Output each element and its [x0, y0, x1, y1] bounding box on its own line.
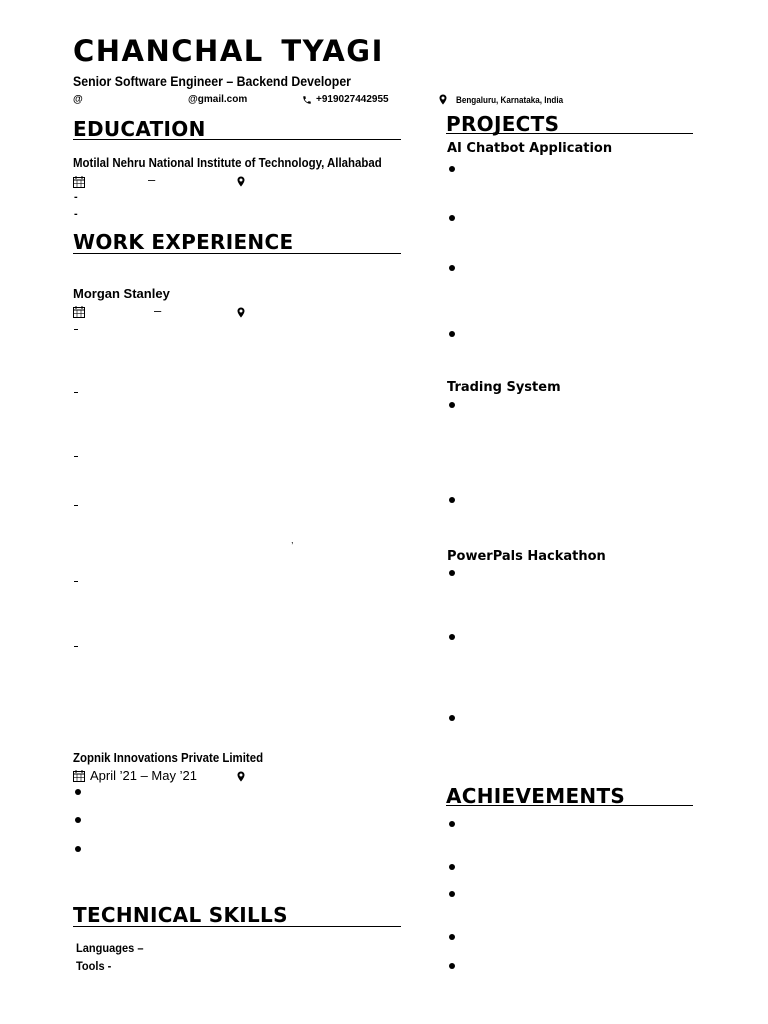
achievements-rule: [446, 805, 693, 806]
location-text: Bengaluru, Karnataka, India: [456, 95, 564, 105]
technical-skills-heading: TECHNICAL SKILLS: [73, 903, 288, 927]
job-bullet: [74, 581, 78, 582]
achievement-bullet: [449, 821, 455, 827]
work-experience-heading: WORK EXPERIENCE: [73, 230, 294, 254]
projects-rule: [446, 133, 693, 134]
stray-comma: ,: [291, 535, 294, 545]
project-bullet: [449, 715, 455, 721]
project-title: AI Chatbot Application: [447, 141, 613, 156]
achievements-heading: ACHIEVEMENTS: [446, 784, 626, 808]
project-title: Trading System: [447, 380, 561, 395]
project-bullet: [449, 402, 455, 408]
job-company: Zopnik Innovations Private Limited: [73, 750, 264, 765]
job-bullet: [74, 456, 78, 457]
job-bullet: [74, 505, 78, 506]
achievement-bullet: [449, 864, 455, 870]
skills-languages: Languages –: [76, 941, 144, 955]
project-bullet: [449, 166, 455, 172]
calendar-icon: [73, 306, 85, 318]
education-rule: [73, 139, 401, 140]
calendar-icon: [73, 176, 85, 188]
project-bullet: [449, 331, 455, 337]
project-bullet: [449, 497, 455, 503]
work-experience-rule: [73, 253, 401, 254]
project-bullet: [449, 265, 455, 271]
phone-number: +919027442955: [316, 94, 389, 105]
project-title: PowerPals Hackathon: [447, 549, 606, 564]
education-bullet: -: [74, 191, 78, 203]
map-pin-icon: [439, 94, 447, 105]
job-bullet: [74, 646, 78, 647]
achievement-bullet: [449, 963, 455, 969]
job-company: Morgan Stanley: [73, 286, 170, 301]
skills-tools: Tools -: [76, 959, 112, 973]
project-bullet: [449, 634, 455, 640]
phone-icon: [302, 95, 312, 105]
education-bullet: -: [74, 208, 78, 220]
candidate-title: Senior Software Engineer – Backend Developer: [73, 73, 351, 89]
job-bullet: [75, 817, 81, 823]
email-domain: @gmail.com: [188, 94, 248, 105]
calendar-icon: [73, 770, 85, 782]
projects-heading: PROJECTS: [446, 112, 560, 136]
project-bullet: [449, 570, 455, 576]
job-bullet: [74, 329, 78, 330]
job-bullet: [75, 846, 81, 852]
map-pin-icon: [237, 307, 245, 318]
education-institution: Motilal Nehru National Institute of Technology, Allahabad: [73, 155, 382, 170]
job-bullet: [74, 392, 78, 393]
map-pin-icon: [237, 176, 245, 187]
project-bullet: [449, 215, 455, 221]
job-date-separator: –: [154, 303, 162, 318]
candidate-name: CHANCHAL TYAGI: [73, 34, 384, 68]
education-date-separator: –: [148, 172, 156, 187]
achievement-bullet: [449, 934, 455, 940]
job-dates: April ’21 – May ’21: [90, 768, 197, 783]
map-pin-icon: [237, 771, 245, 782]
achievement-bullet: [449, 891, 455, 897]
education-heading: EDUCATION: [73, 117, 206, 141]
email-prefix: @: [73, 94, 83, 105]
job-bullet: [75, 789, 81, 795]
technical-skills-rule: [73, 926, 401, 927]
